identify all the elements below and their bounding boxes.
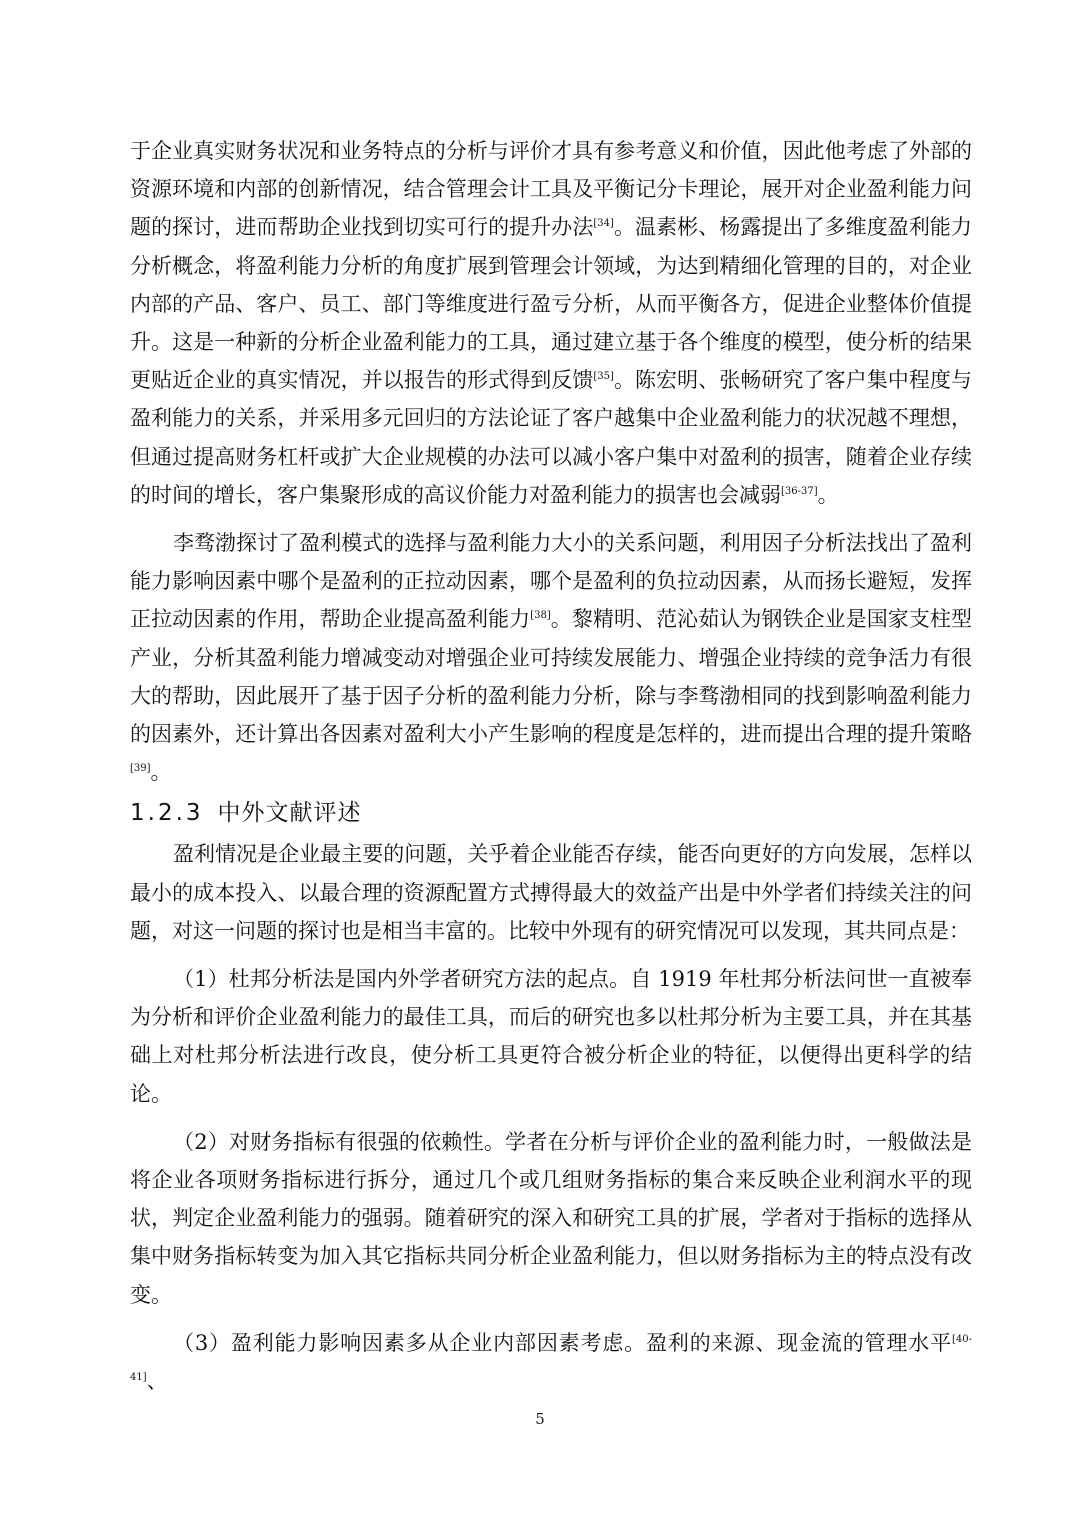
paragraph-point-1: （1）杜邦分析法是国内外学者研究方法的起点。自 1919 年杜邦分析法问世一直被奉为分析和评价企业盈利能力的最佳工具，而后的研究也多以杜邦分析为主要工具，并在其基础上对杜邦分析法进行改良，使分析工具更符合被分析企业的特征，以便得出更科学的结论。 — [130, 967, 972, 1106]
paragraph-review-intro: 盈利情况是企业最主要的问题，关乎着企业能否存续，能否向更好的方向发展，怎样以最小的成本投入、以最合理的资源配置方式搏得最大的效益产出是中外学者们持续关注的问题，对这一问题的探讨也是相当丰富的。比较中外现有的研究情况可以发现，其共同点是： — [130, 842, 972, 943]
page-number: 5 — [535, 1410, 545, 1428]
paragraph-text: 。 — [817, 482, 839, 507]
paragraph-text: （3）盈利能力影响因素多从企业内部因素考虑。盈利的来源、现金流的管理水平 — [173, 1330, 952, 1355]
paragraph-text: 。陈宏明、张畅研究了客户集中程度与盈利能力的关系，并采用多元回归的方法论证了客户越集中企业盈利能力的状况越不理想，但通过提高财务杠杆或扩大企业规模的办法可以减小客户集中对盈利的损害，随着企业存续的时间的增长，客户集聚形成的高议价能力对盈利能力的损害也会减弱 — [130, 368, 972, 507]
section-number: 1.2.3 — [130, 800, 204, 827]
paragraph-text: 。 — [150, 760, 172, 785]
paragraph-text: 。黎精明、范沁茹认为钢铁企业是国家支柱型产业，分析其盈利能力增减变动对增强企业可持续发展能力、增强企业持续的竞争活力有很大的帮助，因此展开了基于因子分析的盈利能力分析，除与李骛渤相同的找到影响盈利能力的因素外，还计算出各因素对盈利大小产生影响的程度是怎样的，进而提出合理的提升策略 — [130, 607, 972, 747]
citation-ref: [38] — [530, 610, 551, 622]
citation-ref: [34] — [593, 218, 614, 230]
citation-ref: [40-41] — [130, 1333, 972, 1384]
paragraph-text: 、 — [146, 1369, 168, 1394]
paragraph-point-3 — [130, 1324, 972, 1400]
citation-ref: [35] — [593, 371, 614, 383]
paragraph-literature-continued — [130, 132, 972, 514]
page-body — [130, 132, 972, 1400]
paragraph-text: 。温素彬、杨露提出了多维度盈利能力分析概念，将盈利能力分析的角度扩展到管理会计领域，为达到精细化管理的目的，对企业内部的产品、客户、员工、部门等维度进行盈亏分析，从而平衡各方，促进企业整体价值提升。这是一种新的分析企业盈利能力的工具，通过建立基于各个维度的模型，使分析的结果更贴近企业的真实情况，并以报告的形式得到反馈 — [130, 215, 972, 393]
paragraph-factor-analysis — [130, 524, 972, 791]
section-title: 中外文献评述 — [217, 800, 362, 827]
paragraph-point-2: （2）对财务指标有很强的依赖性。学者在分析与评价企业的盈利能力时，一般做法是将企业各项财务指标进行拆分，通过几个或几组财务指标的集合来反映企业利润水平的现状，判定企业盈利能力的强弱。随着研究的深入和研究工具的扩展，学者对于指标的选择从集中财务指标转变为加入其它指标共同分析企业盈利能力，但以财务指标为主的特点没有改变。 — [130, 1129, 972, 1307]
section-heading — [130, 793, 972, 833]
paragraph-text: 于企业真实财务状况和业务特点的分析与评价才具有参考意义和价值，因此他考虑了外部的资源环境和内部的创新情况，结合管理会计工具及平衡记分卡理论，展开对企业盈利能力问题的探讨，进而帮助企业找到切实可行的提升办法 — [130, 139, 972, 240]
paragraph-text: 李骛渤探讨了盈利模式的选择与盈利能力大小的关系问题，利用因子分析法找出了盈利能力影响因素中哪个是盈利的正拉动因素，哪个是盈利的负拉动因素，从而扬长避短，发挥正拉动因素的作用，帮助企业提高盈利能力 — [130, 531, 972, 632]
citation-ref: [36-37] — [781, 485, 818, 497]
citation-ref: [39] — [130, 763, 151, 775]
